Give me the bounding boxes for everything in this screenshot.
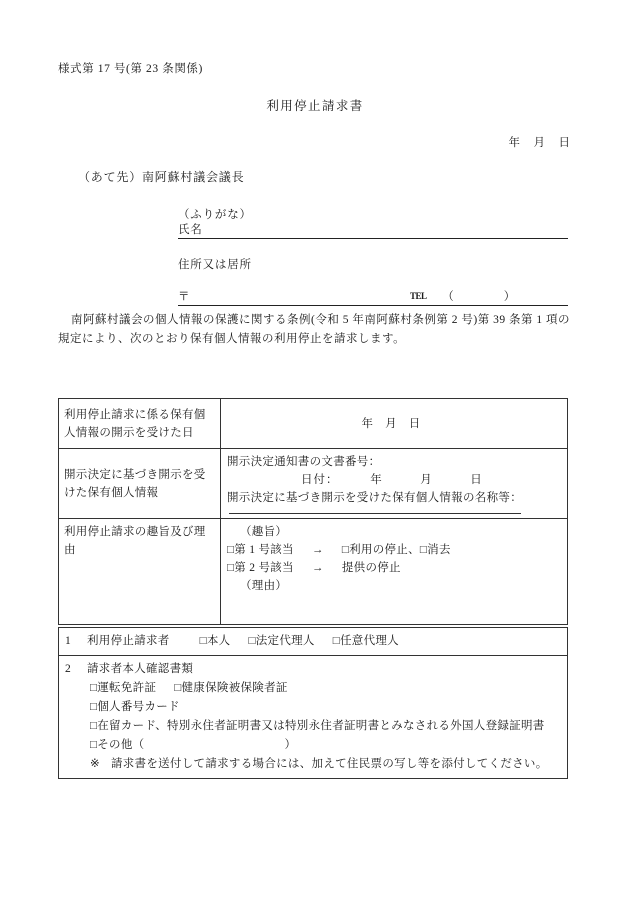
requester-type-label: 利用停止請求者 [87, 635, 170, 647]
table-row [59, 519, 568, 625]
disclosure-date-label: 利用停止請求に係る保有個人情報の開示を受けた日 [59, 399, 221, 449]
telephone-parens: （ ） [442, 291, 517, 303]
identity-documents-heading [65, 660, 561, 679]
reason-heading: （理由） [240, 580, 288, 592]
other-paren-close: ） [284, 739, 297, 751]
disclosed-info-value[interactable] [221, 449, 568, 519]
checkbox-erase[interactable]: □消去 [419, 544, 451, 556]
document-number-line: 開示決定通知書の文書番号： [227, 456, 381, 468]
checkbox-residence-card[interactable]: □在留カード、特別永住者証明書又は特別永住者証明書とみなされる外国人登録証明書 [90, 720, 545, 732]
note-mark-icon: ※ [90, 758, 100, 770]
requester-type-cell[interactable] [59, 628, 568, 656]
info-name-rule[interactable] [229, 512, 521, 514]
arrow-icon-1: → [311, 544, 324, 556]
checkbox-other[interactable]: □その他（ [90, 739, 145, 751]
checkbox-item-2[interactable]: □第 2 号該当 [227, 562, 294, 574]
name-label: 氏名 [178, 224, 203, 236]
identity-documents-table [58, 627, 568, 779]
arrow-icon-2: → [311, 562, 324, 574]
identity-documents-cell[interactable] [59, 656, 568, 779]
identity-documents-label: 請求者本人確認書類 [87, 663, 194, 675]
purpose-heading: （趣旨） [240, 526, 288, 538]
addressee-label: （あて先）南阿蘇村議会議長 [78, 170, 245, 184]
table-row [59, 399, 568, 449]
furigana-label: （ふりがな） [178, 209, 252, 221]
form-code-label: 様式第 17 号(第 23 条関係) [58, 63, 203, 75]
submission-date-field[interactable]: 年 月 日 [508, 137, 571, 149]
table-row [59, 628, 568, 656]
document-line-other[interactable] [65, 736, 561, 755]
document-title: 利用停止請求書 [266, 99, 364, 113]
stop-provision-label: 提供の停止 [341, 562, 401, 574]
checkbox-voluntary-representative[interactable]: □任意代理人 [332, 635, 399, 647]
address-label: 住所又は居所 [178, 259, 252, 271]
checkbox-individual-number-card[interactable]: □個人番号カード [90, 701, 180, 713]
note-line [65, 755, 561, 774]
purpose-option-1[interactable] [227, 541, 561, 559]
table-row [59, 449, 568, 519]
postal-code-icon: 〒 [178, 291, 191, 303]
checkbox-drivers-license[interactable]: □運転免許証 [90, 682, 157, 694]
disclosed-info-label: 開示決定に基づき開示を受けた保有個人情報 [59, 449, 221, 519]
purpose-reason-label: 利用停止請求の趣旨及び理由 [59, 519, 221, 625]
telephone-icon: TEL [410, 291, 427, 301]
document-line-2[interactable] [65, 698, 561, 717]
document-date-line: 日付： 年 月 日 [301, 474, 483, 486]
checkbox-self[interactable]: □本人 [199, 635, 231, 647]
item-number-2: 2 [65, 663, 72, 675]
table-row [59, 656, 568, 779]
telephone-field[interactable] [410, 288, 516, 304]
checkbox-health-insurance[interactable]: □健康保険被保険者証 [174, 682, 288, 694]
checkbox-item-1[interactable]: □第 1 号該当 [227, 544, 294, 556]
info-name-line: 開示決定に基づき開示を受けた保有個人情報の名称等： [227, 492, 522, 504]
disclosure-date-value[interactable]: 年 月 日 [221, 399, 568, 449]
purpose-reason-value[interactable] [221, 519, 568, 625]
document-line-1[interactable] [65, 679, 561, 698]
checkbox-legal-representative[interactable]: □法定代理人 [248, 635, 315, 647]
purpose-option-2[interactable] [227, 559, 561, 577]
note-text: 請求書を送付して請求する場合には、加えて住民票の写し等を添付してください。 [110, 758, 548, 770]
address-field[interactable] [178, 289, 568, 306]
document-line-3[interactable] [65, 717, 561, 736]
checkbox-stop-use[interactable]: □利用の停止、 [341, 544, 420, 556]
item-number-1: 1 [65, 635, 72, 647]
name-field[interactable] [178, 222, 568, 239]
request-details-table [58, 398, 568, 625]
legal-basis-paragraph: 南阿蘇村議会の個人情報の保護に関する条例(令和 5 年南阿蘇村条例第 2 号)第 39 条第 1 項の規定により、次のとおり保有個人情報の利用停止を請求します。 [58, 314, 570, 345]
